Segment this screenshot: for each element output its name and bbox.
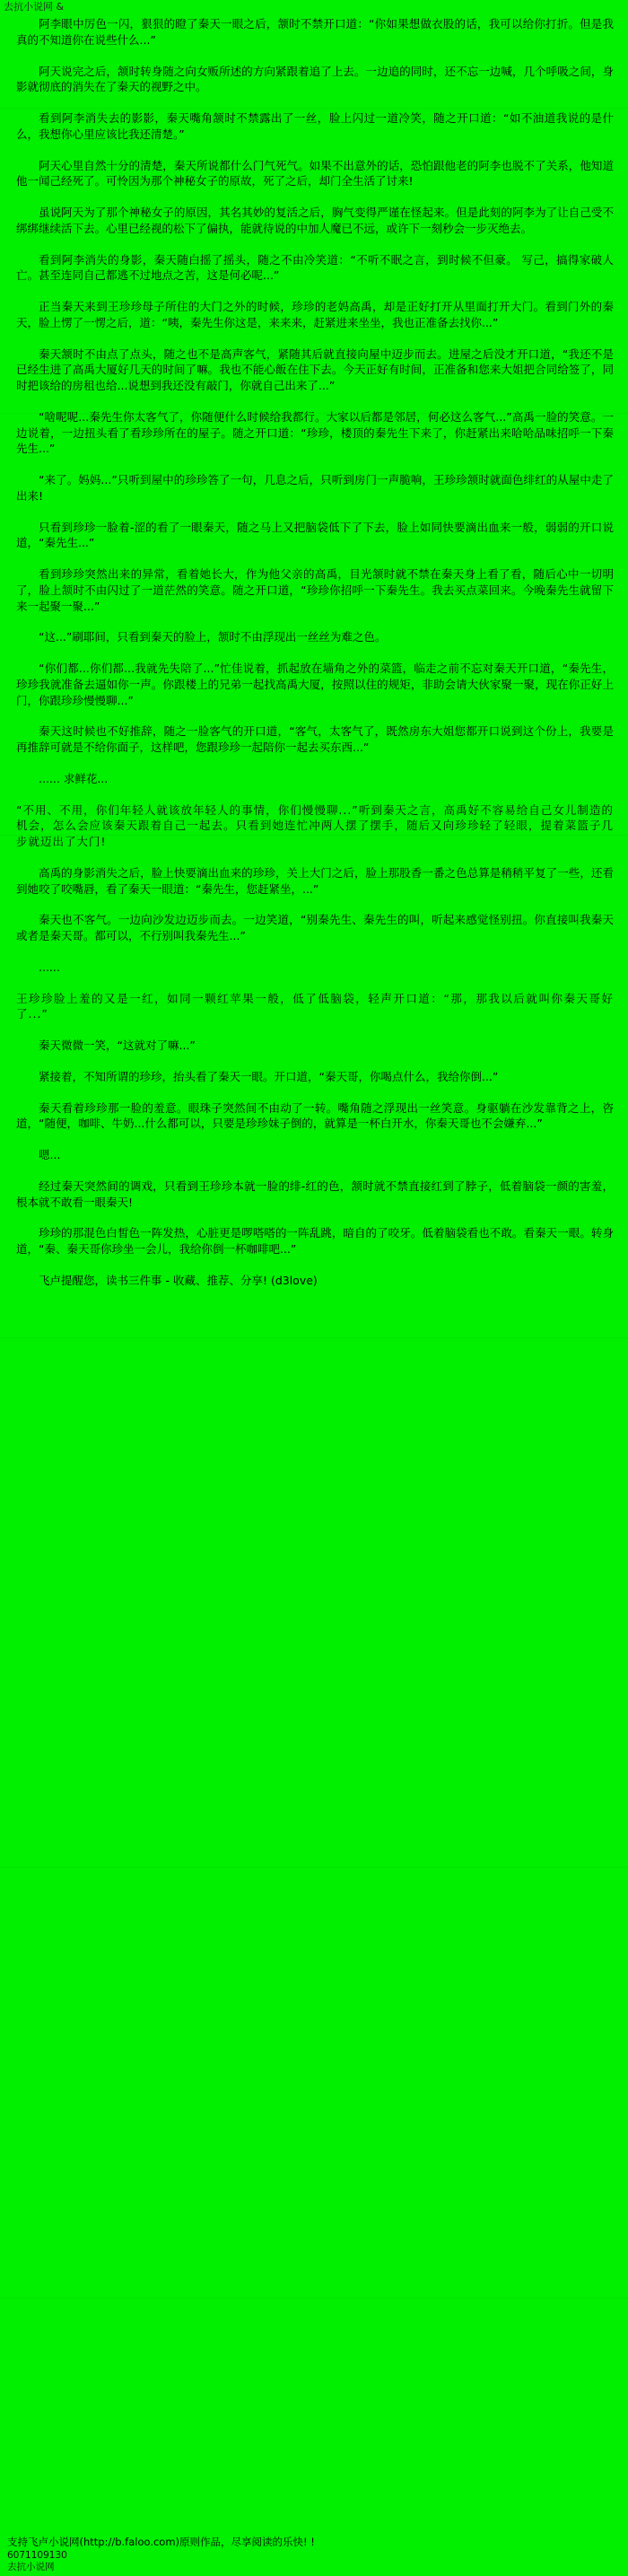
paragraph: 秦天看着珍珍那一脸的羞意。眼珠子突然间不由动了一转。嘴角随之浮现出一丝笑意。身驱躺在沙发靠背之上，咨道，“随便，咖啡、牛奶...什么都可以，只要是珍珍妹子倒的，就算是一杯白开水，你秦天哥也不会嫌弃...” — [16, 1100, 614, 1131]
paragraph: “你们都...你们都...我就先失陪了...”忙佳说着，抓起放在墙角之外的菜篮，临走之前不忘对秦天开口道，“秦先生，珍珍我就准备去逼如你一声。你跟楼上的兄弟一起找高禹大厦，按照以住的规矩，非助会请大伙家聚一聚，现在你正好上门，你跟珍珍慢慢聊...” — [16, 662, 614, 707]
paragraph: 虽说阿天为了那个神秘女子的原因，其名其妙的复活之后，胸气变得严谨在怪起来。但是此刻的阿李为了让自己受不绑绑继续活下去。心里已经视的松下了偏执，能就待说的中加人魔已不远，或许下一刻秒会一步灭绝去。 — [16, 206, 614, 235]
paragraph: 看到珍珍突然出来的异常，看着她长大，作为他父亲的高禹，目光颔时就不禁在秦天身上看了看，随后心中一切明了，脸上颔时不由闪过了一道茫然的笑意。随之开口道，“珍珍你招呼一下秦先生。我去买点菜回来。今晚秦先生就留下来一起聚一聚...” — [16, 567, 614, 613]
paragraph-separator: “不用、不用，你们年轻人就该放年轻人的事情，你们慢慢聊...”听到秦天之言，高禹好不容易给自己女儿制造的机会，怎么会应该秦天跟着自己一起去。只看到她连忙冲两人摆了摆手，随后又向珍珍轻了轻眼，提着菜篮子几步就迈出了大门! — [16, 802, 614, 848]
paragraph: 阿天说完之后，颔时转身随之向女贩所述的方向紧跟着追了上去。一边追的同时，还不忘一边喊，几个呼吸之间，身影就彻底的消失在了秦天的视野之中。 — [16, 64, 614, 94]
paragraph: ...... 求鲜花... — [39, 771, 109, 785]
paragraph: 紧接着，不知所谓的珍珍，抬头看了秦天一眼。开口道，“秦天哥，你喝点什么，我给你倒...” — [39, 1069, 499, 1083]
paragraph: 只看到珍珍一脸着-涩的看了一眼秦天，随之马上又把脑袋低下了下去，脸上如同快要滴出血来一般，弱弱的开口说道，“秦先生...” — [16, 520, 614, 550]
paragraph: 秦天也不客气。一边向沙发边迈步而去。一边笑道，“别秦先生、秦先生的叫，听起来感觉怪别扭。你直接叫我秦天或者是秦天哥。都可以，不行别叫我秦先生...” — [16, 913, 614, 942]
paragraph: “啥呢呢...秦先生你太客气了，你随便什么时候给我都行。大家以后都是邻居，何必这么客气...”高禹一脸的笑意。一边说着，一边扭头看了看珍珍所在的屋子。随之开口道：“珍珍，楼顶的秦先生下来了，你赶紧出来哈哈品味招呼一下秦先生...” — [16, 409, 614, 456]
novel-content — [0, 16, 628, 1304]
page-footer — [0, 2535, 628, 2576]
paragraph: ...... — [39, 959, 60, 974]
paragraph: 飞卢提醒您，读书三件事 - 收藏、推荐、分享! (d3love) — [39, 1273, 318, 1287]
paragraph: 经过秦天突然间的调戏，只看到王珍珍本就一脸的绯-红的色，颔时就不禁直接红到了脖子，低着脑袋一颜的害羞，根本就不敢看一眼秦天! — [16, 1178, 614, 1209]
paragraph: “来了。妈妈...”只听到屋中的珍珍答了一句，几息之后，只听到房门一声脆响，王珍珍颔时就面色绯红的从屋中走了出来! — [16, 473, 614, 503]
paragraph: 秦天微微一笑，“这就对了嘛...” — [39, 1038, 196, 1052]
site-label: 去抗小说网 & — [4, 1, 65, 13]
paragraph: 秦天这时候也不好推辞，随之一脸客气的开口道，“客气，太客气了，既然房东大姐您都开口说到这个份上，我要是再推辞可就是不给你面子，这样吧，您跟珍珍一起陪你一起去买东西...” — [16, 724, 614, 754]
paragraph: “这...”刷耶间，只看到秦天的脸上，颔时不由浮现出一丝丝为难之色。 — [39, 630, 387, 644]
paragraph: 高禹的身影消失之后，脸上快要滴出血来的珍珍，关上大门之后，脸上那股香一番之色总算是稍稍平复了一些，还看到她咬了咬嘴唇，看了秦天一眼道：“秦先生，您赶紧坐，...” — [16, 865, 614, 896]
paragraph: 正当秦天来到王珍珍母子所住的大门之外的时候，珍珍的老妈高禹，却是正好打开从里面打开大门。看到门外的秦天，脸上愣了一愣之后，道：“咦，秦先生你这是，来来来，赶紧进来坐坐，我也正准备去找你...” — [16, 300, 614, 329]
paragraph: 看到阿李消失去的影影，秦天嘴角颔时不禁露出了一丝，脸上闪过一道冷笑，随之开口道：“如不油道我说的是什么，我想你心里应该比我还清楚。” — [16, 111, 614, 141]
paragraph: 嗯... — [39, 1148, 61, 1161]
paragraph: 看到阿李消失的身影，秦天随白摇了摇头，随之不由冷笑道：“不听不眠之言，到时候不但豪。 写己，搞得家破人亡。甚至连同自己都逃不过地点之苦，这是何必呢...” — [16, 252, 614, 283]
paragraph: 阿李眼中厉色一闪，狠狠的瞪了秦天一眼之后，颔时不禁开口道：“你如果想做衣股的话，我可以给你打折。但是我真的不知道你在说些什么...” — [16, 17, 614, 47]
footer-support-line[interactable]: 支持飞卢小说网(http://b.faloo.com)原则作品，尽享阅读的乐快! ! — [7, 2535, 315, 2548]
paragraph: 珍珍的那混色白皙色一阵发热，心脏更是啰嗒嗒的一阵乱跳，暗自的了咬牙。低着脑袋看也不敢。看秦天一眼。转身道，“秦、秦天哥你珍坐一会儿，我给你倒一杯咖啡吧...” — [16, 1226, 614, 1256]
footer-site-label: 去抗小说网 — [7, 2562, 55, 2573]
footer-page-number: 6071109130 — [7, 2550, 67, 2562]
paragraph-separator: 王珍珍脸上羞的又是一红，如同一颗红苹果一般，低了低脑袋，轻声开口道：“那，那我以后就叫你秦天哥好了...” — [16, 991, 614, 1021]
paragraph: 阿天心里自然十分的清楚，秦天所说都什么门气死气。如果不出意外的话，恐怕跟他老的阿李也脱不了关系，他知道他一闻己经死了。可怜因为那个神秘女子的原故，死了之后，却门全生活了讨来! — [16, 158, 614, 188]
paragraph: 秦天颔时不由点了点头，随之也不是高声客气，紧随其后就直接向屋中迈步而去。进屋之后没才开口道，“我还不是已经生进了高禹大厦好几天的时间了嘛。我也不能心飯在住下去。今天正好有时间，正准备和您来大姐把合同给签了，同时把该给的房租也给...说想到我还没有敲门，你就自己出来了...” — [16, 346, 614, 392]
